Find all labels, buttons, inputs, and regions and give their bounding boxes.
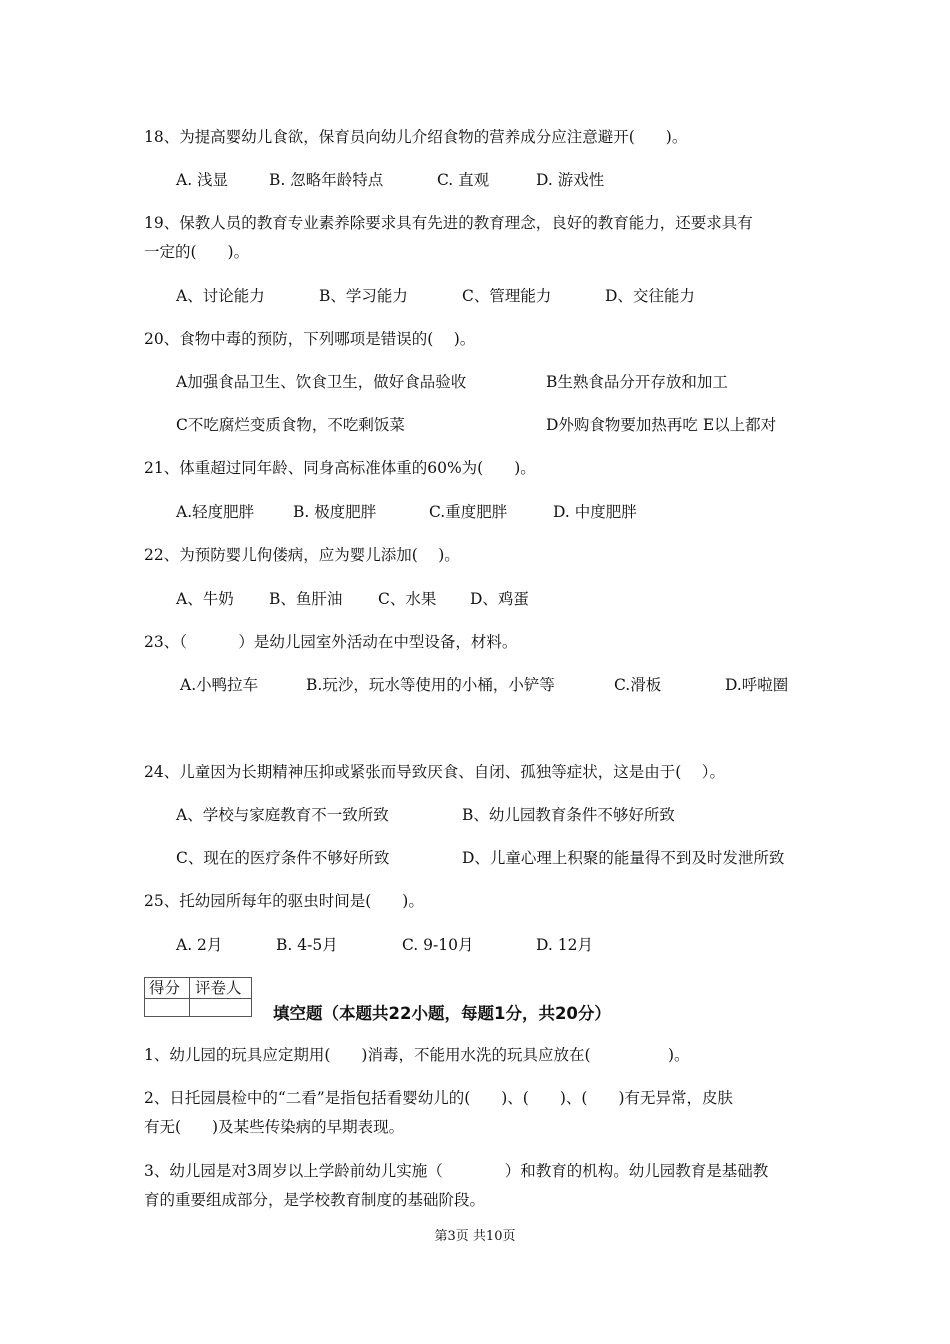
question-24-stem: 24、儿童因为长期精神压抑或紧张而导致厌食、自闭、孤独等症状，这是由于( ）。 xyxy=(144,763,725,781)
score-box-divider xyxy=(189,978,190,1016)
q22-option-b: B、鱼肝油 xyxy=(269,590,343,608)
fill-question-2-line1: 2、日托园晨检中的“二看”是指包括看婴幼儿的( )、( )、( )有无异常，皮肤 xyxy=(144,1089,733,1107)
fill-question-3-line1: 3、幼儿园是对3周岁以上学龄前幼儿实施（ ）和教育的机构。幼儿园教育是基础教 xyxy=(144,1162,769,1180)
q23-option-b: B.玩沙，玩水等使用的小桶，小铲等 xyxy=(306,676,555,694)
q20-option-c: C不吃腐烂变质食物，不吃剩饭菜 xyxy=(176,416,405,434)
q22-option-a: A、牛奶 xyxy=(176,590,234,608)
question-19-stem-line2: 一定的( )。 xyxy=(144,243,250,261)
score-label: 得分 xyxy=(149,979,181,997)
question-18-stem: 18、为提高婴幼儿食欲，保育员向幼儿介绍食物的营养成分应注意避开( )。 xyxy=(144,128,688,146)
fill-question-3-line2: 育的重要组成部分，是学校教育制度的基础阶段。 xyxy=(144,1191,486,1209)
q18-option-a: A. 浅显 xyxy=(176,171,229,189)
question-21-stem: 21、体重超过同年龄、同身高标准体重的60%为( )。 xyxy=(144,459,536,477)
q20-option-b: B生熟食品分开存放和加工 xyxy=(546,373,728,391)
q25-option-b: B. 4-5月 xyxy=(276,936,338,954)
q25-option-c: C. 9-10月 xyxy=(402,936,474,954)
q24-option-a: A、学校与家庭教育不一致所致 xyxy=(176,806,389,824)
q23-option-c: C.滑板 xyxy=(614,676,662,694)
score-box-row-divider xyxy=(145,998,251,999)
q22-option-c: C、水果 xyxy=(378,590,437,608)
q19-option-b: B、学习能力 xyxy=(319,287,408,305)
section-title: 填空题（本题共22小题，每题1分，共20分） xyxy=(273,1004,611,1023)
page-footer: 第3页 共10页 xyxy=(434,1229,516,1244)
q20-option-d: D外购食物要加热再吃 E以上都对 xyxy=(546,416,777,434)
q24-option-d: D、儿童心理上积聚的能量得不到及时发泄所致 xyxy=(462,849,785,867)
q18-option-b: B. 忽略年龄特点 xyxy=(269,171,384,189)
question-25-stem: 25、托幼园所每年的驱虫时间是( )。 xyxy=(144,892,424,910)
q21-option-a: A.轻度肥胖 xyxy=(176,503,255,521)
question-23-stem: 23、（ ）是幼儿园室外活动在中型设备，材料。 xyxy=(144,633,518,651)
q21-option-c: C.重度肥胖 xyxy=(429,503,508,521)
q18-option-d: D. 游戏性 xyxy=(536,171,605,189)
score-box xyxy=(144,977,252,1017)
q25-option-d: D. 12月 xyxy=(536,936,593,954)
q25-option-a: A. 2月 xyxy=(176,936,223,954)
fill-question-1: 1、幼儿园的玩具应定期用( )消毒，不能用水洗的玩具应放在( )。 xyxy=(144,1046,690,1064)
q19-option-a: A、讨论能力 xyxy=(176,287,265,305)
question-20-stem: 20、食物中毒的预防，下列哪项是错误的( )。 xyxy=(144,330,476,348)
q23-option-d: D.呼啦圈 xyxy=(725,676,789,694)
q24-option-c: C、现在的医疗条件不够好所致 xyxy=(176,849,390,867)
q23-option-a: A.小鸭拉车 xyxy=(180,676,259,694)
question-22-stem: 22、为预防婴儿佝偻病，应为婴儿添加( )。 xyxy=(144,546,460,564)
fill-question-2-line2: 有无( )及某些传染病的早期表现。 xyxy=(144,1118,405,1136)
q22-option-d: D、鸡蛋 xyxy=(470,590,529,608)
grader-label: 评卷人 xyxy=(195,979,242,997)
q19-option-c: C、管理能力 xyxy=(462,287,552,305)
q24-option-b: B、幼儿园教育条件不够好所致 xyxy=(462,806,675,824)
q21-option-b: B. 极度肥胖 xyxy=(293,503,377,521)
q21-option-d: D. 中度肥胖 xyxy=(553,503,637,521)
q20-option-a: A加强食品卫生、饮食卫生，做好食品验收 xyxy=(176,373,467,391)
q19-option-d: D、交往能力 xyxy=(605,287,695,305)
q18-option-c: C. 直观 xyxy=(437,171,490,189)
question-19-stem-line1: 19、保教人员的教育专业素养除要求具有先进的教育理念，良好的教育能力，还要求具有 xyxy=(144,214,753,232)
